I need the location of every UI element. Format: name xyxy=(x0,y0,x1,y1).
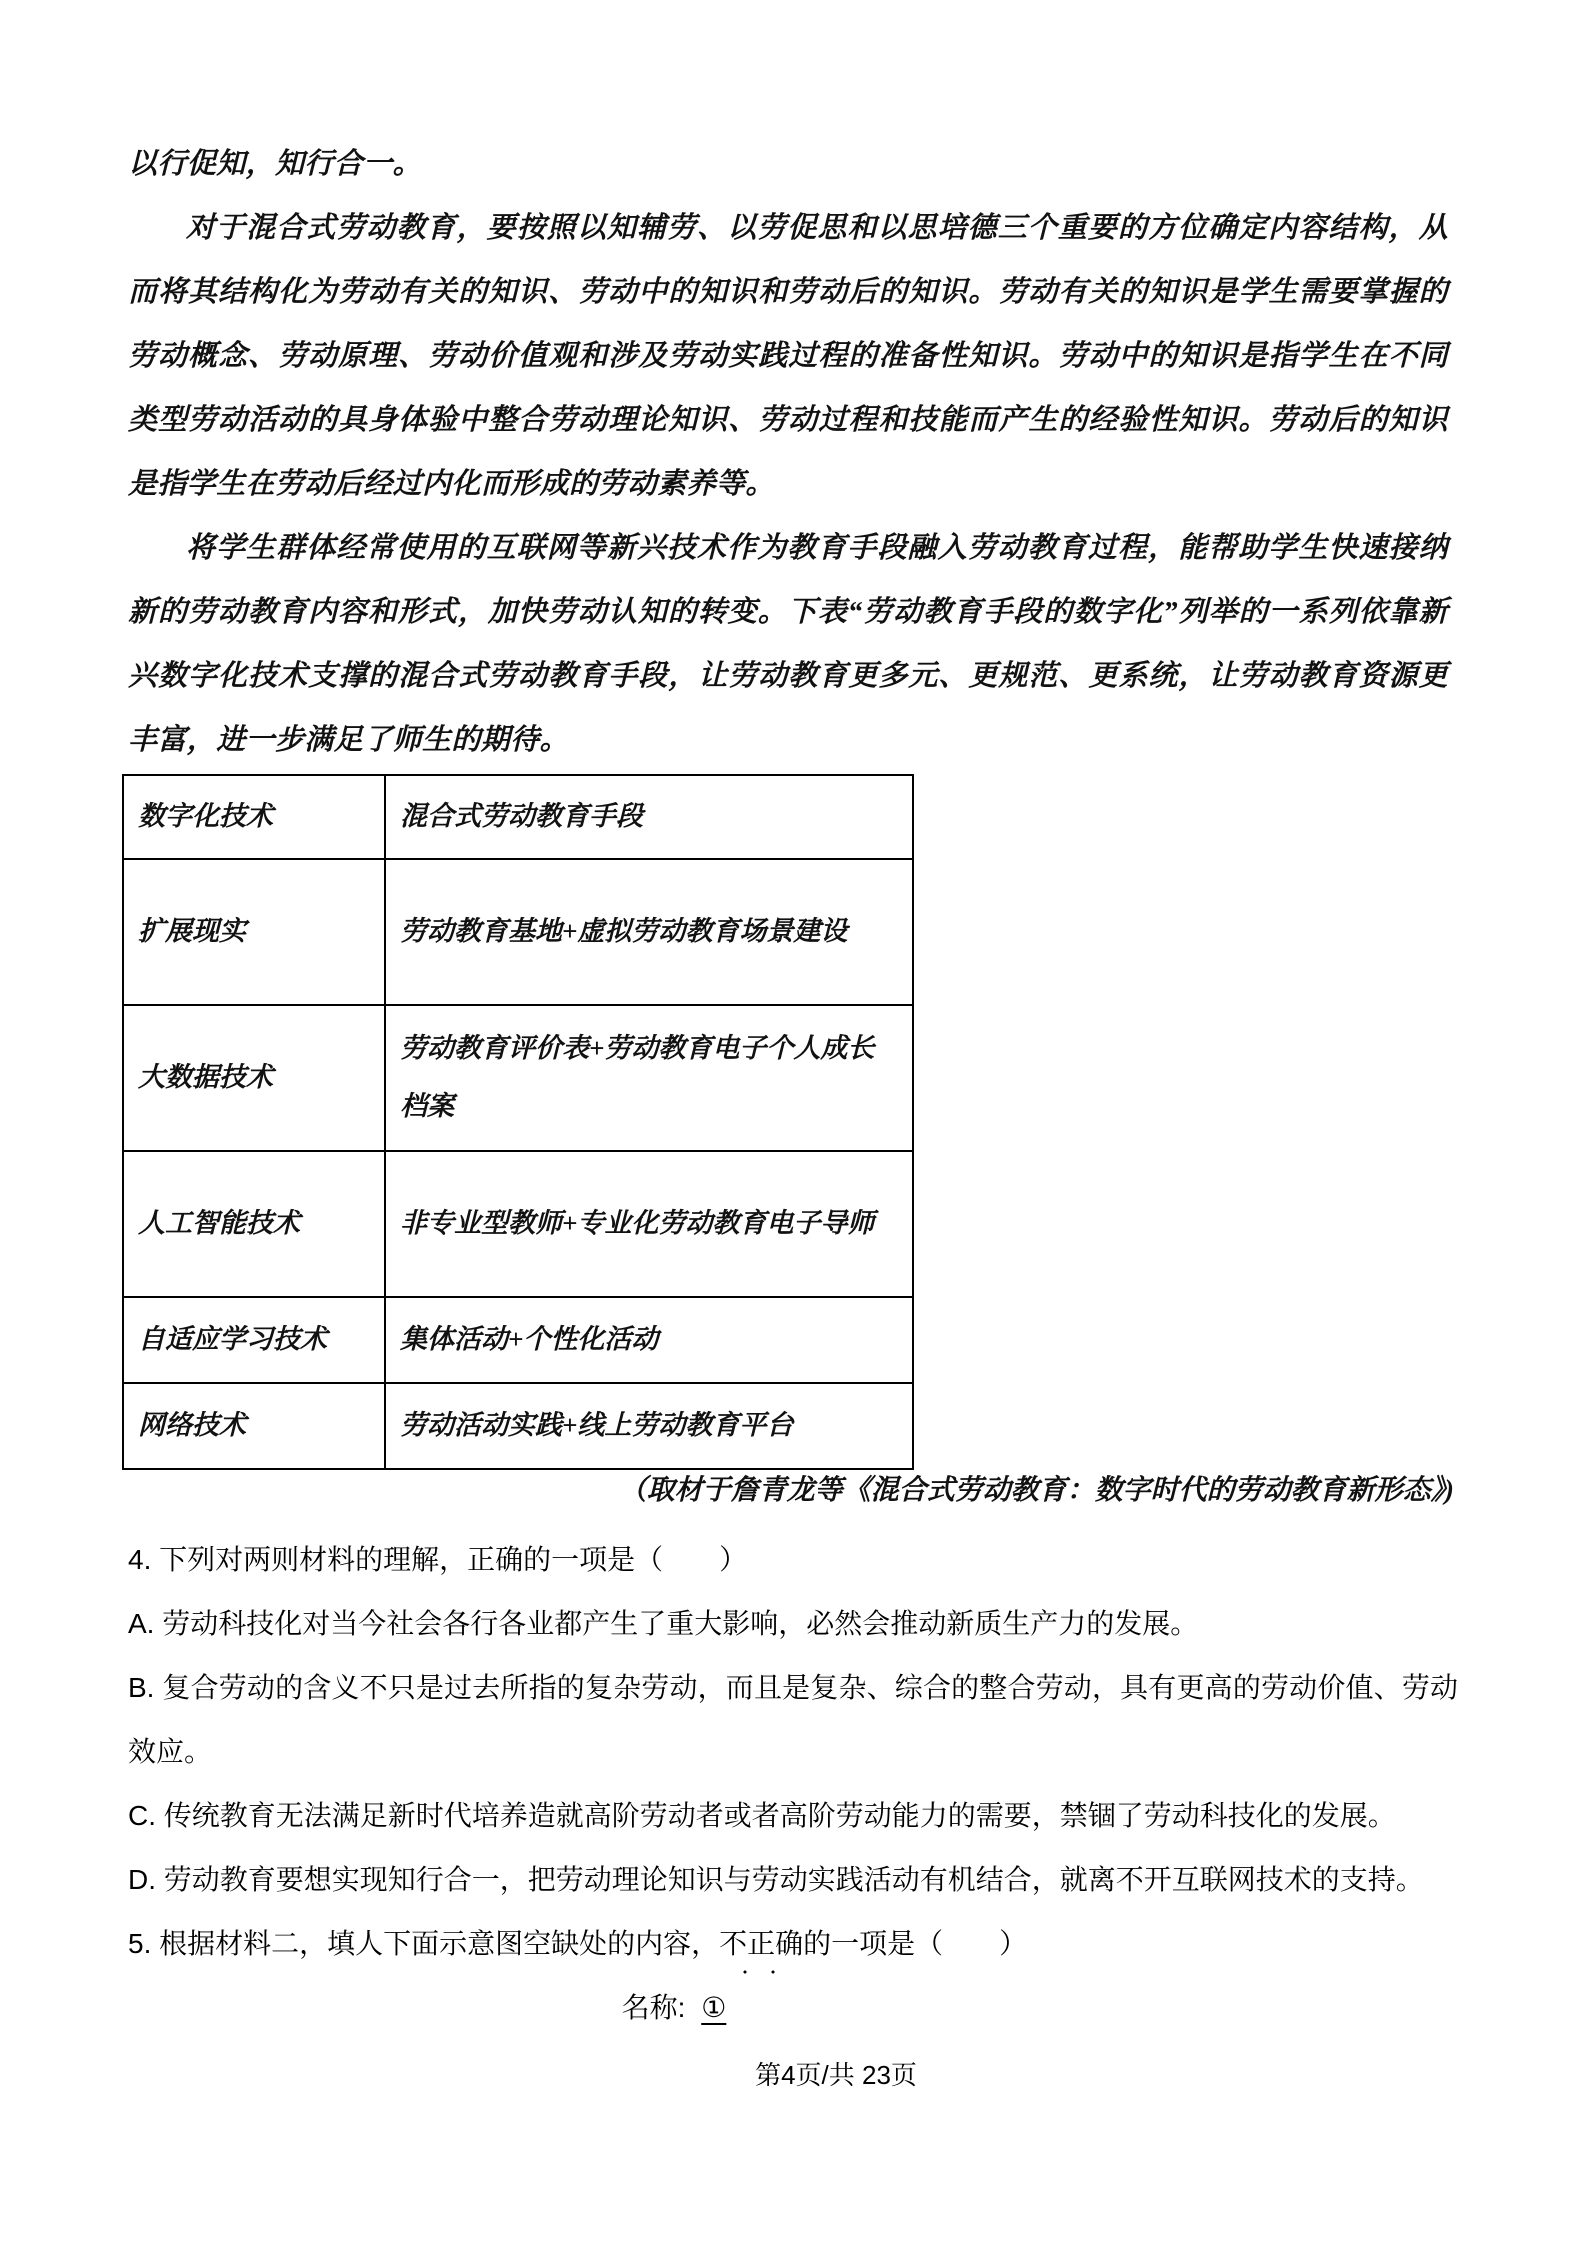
source-attribution: （取材于詹青龙等《混合式劳动教育：数字时代的劳动教育新形态》) xyxy=(618,1475,1454,1506)
diagram-name-prefix: 名称: xyxy=(621,1992,686,2023)
paragraph: 将学生群体经常使用的互联网等新兴技术作为教育手段融入劳动教育过程，能帮助学生快速接纳新的劳动教育内容和形式，加快劳动认知的转变。下表“劳动教育手段的数字化”列举的一系列依靠新兴数字化技术支撑的混合式劳动教育手段，让劳动教育更多元、更规范、更系统，让劳动教育资源更丰富，进一步满足了师生的期待。 xyxy=(128,532,1448,756)
question-5-stem-pre: 根据材料二，填人下面示意图空缺处的内容， xyxy=(159,1928,720,1959)
table-row xyxy=(123,1297,913,1383)
question-5-stem xyxy=(128,1912,1458,1976)
table-row xyxy=(123,1383,913,1469)
table-header-cell-tech: 数字化技术 xyxy=(123,775,385,859)
question-4-option-b[interactable] xyxy=(128,1656,1458,1784)
diagram-name-blank: ① xyxy=(701,1992,727,2023)
option-text: 劳动科技化对当今社会各行各业都产生了重大影响，必然会推动新质生产力的发展。 xyxy=(162,1608,1199,1639)
table-row xyxy=(123,1005,913,1151)
table-cell-means: 非专业型教师+专业化劳动教育电子导师 xyxy=(385,1151,913,1297)
document-body xyxy=(128,132,1448,772)
option-text: 复合劳动的含义不只是过去所指的复杂劳动，而且是复杂、综合的整合劳动，具有更高的劳动价值、劳动效应。 xyxy=(128,1672,1458,1767)
digital-means-table-wrapper xyxy=(122,774,875,1470)
table-cell-tech: 网络技术 xyxy=(123,1383,385,1469)
table-cell-means: 劳动教育基地+虚拟劳动教育场景建设 xyxy=(385,859,913,1005)
question-4-option-a[interactable] xyxy=(128,1592,1458,1656)
question-4-option-c[interactable] xyxy=(128,1784,1458,1848)
table-header-cell-means: 混合式劳动教育手段 xyxy=(385,775,913,859)
page-footer xyxy=(0,2055,1586,2092)
diagram-name-line xyxy=(128,1980,1228,2036)
table-cell-tech: 大数据技术 xyxy=(123,1005,385,1151)
table-header-row xyxy=(123,775,913,859)
question-4-option-d[interactable] xyxy=(128,1848,1458,1912)
question-5-number: 5. xyxy=(128,1928,152,1959)
page-footer-text: 第4页/共 23页 xyxy=(755,2060,917,2090)
questions-section xyxy=(128,1528,1458,1976)
table-cell-tech: 扩展现实 xyxy=(123,859,385,1005)
table-cell-means: 劳动教育评价表+劳动教育电子个人成长档案 xyxy=(385,1005,913,1151)
question-4-stem xyxy=(128,1528,1458,1592)
option-label: B. xyxy=(128,1672,155,1703)
option-label: C. xyxy=(128,1800,156,1831)
option-text: 传统教育无法满足新时代培养造就高阶劳动者或者高阶劳动能力的需要，禁锢了劳动科技化的发展。 xyxy=(163,1800,1396,1831)
option-text: 劳动教育要想实现知行合一，把劳动理论知识与劳动实践活动有机结合，就离不开互联网技术的支持。 xyxy=(163,1864,1424,1895)
table-cell-means: 劳动活动实践+线上劳动教育平台 xyxy=(385,1383,913,1469)
table-cell-tech: 自适应学习技术 xyxy=(123,1297,385,1383)
table-row xyxy=(123,859,913,1005)
paragraph: 以行促知，知行合一。 xyxy=(128,148,423,180)
question-4-number: 4. xyxy=(128,1544,152,1575)
question-5-emphasis: 不正确 xyxy=(719,1912,803,1976)
question-4-stem-text: 下列对两则材料的理解，正确的一项是（ ） xyxy=(159,1544,748,1575)
option-label: D. xyxy=(128,1864,156,1895)
question-5-stem-post: 的一项是（ ） xyxy=(803,1928,1028,1959)
digital-means-table xyxy=(122,774,914,1470)
table-cell-tech: 人工智能技术 xyxy=(123,1151,385,1297)
option-label: A. xyxy=(128,1608,155,1639)
table-cell-means: 集体活动+个性化活动 xyxy=(385,1297,913,1383)
paragraph: 对于混合式劳动教育，要按照以知辅劳、以劳促思和以思培德三个重要的方位确定内容结构，从而将其结构化为劳动有关的知识、劳动中的知识和劳动后的知识。劳动有关的知识是学生需要掌握的劳动概念、劳动原理、劳动价值观和涉及劳动实践过程的准备性知识。劳动中的知识是指学生在不同类型劳动活动的具身体验中整合劳动理论知识、劳动过程和技能而产生的经验性知识。劳动后的知识是指学生在劳动后经过内化而形成的劳动素养等。 xyxy=(128,212,1448,500)
table-row xyxy=(123,1151,913,1297)
